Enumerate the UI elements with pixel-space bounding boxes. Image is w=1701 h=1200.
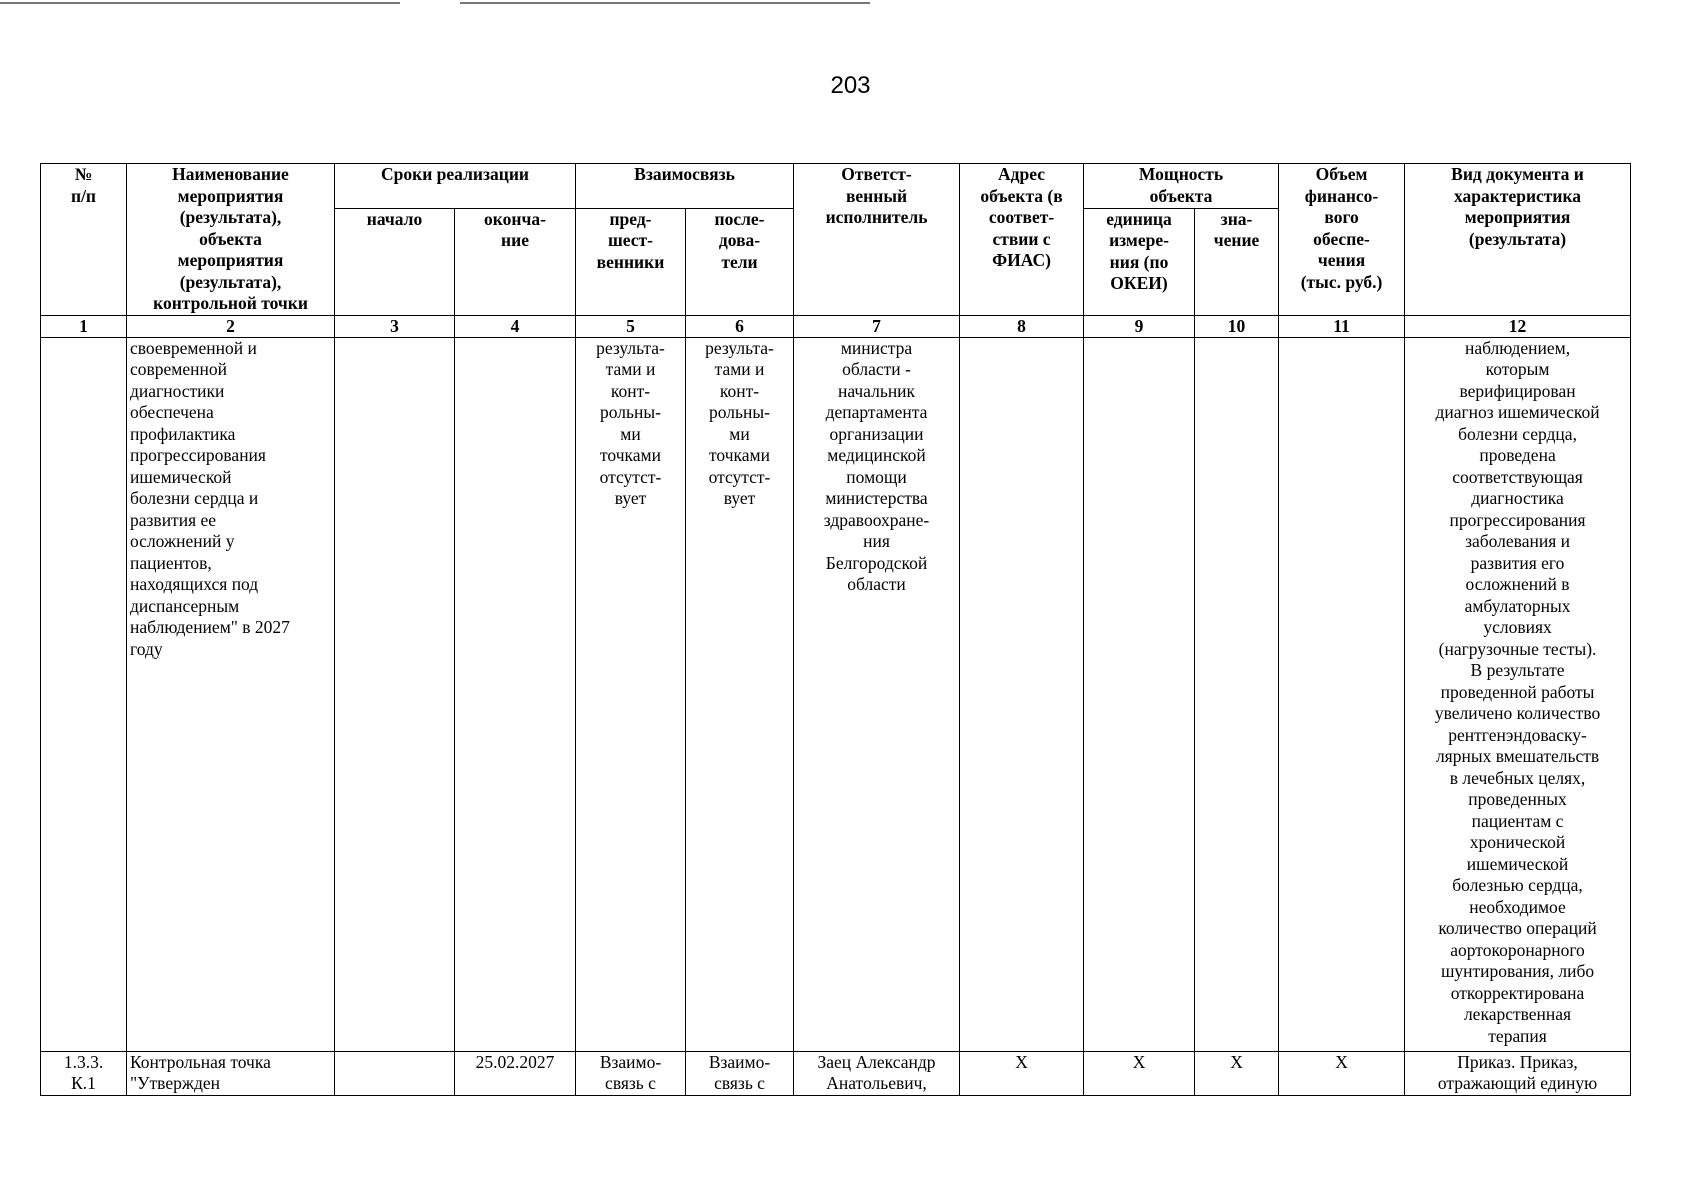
cell-name: Контрольная точка "Утвержден [127,1051,335,1095]
cell-funding [1279,337,1405,1051]
column-number: 8 [960,315,1084,337]
cell-document-type: Приказ. Приказ, отражающий единую [1405,1051,1631,1095]
cell-predecessors: результа- тами и конт- рольны- ми точками отсутст- вует [576,337,686,1051]
header-number: № п/п [41,164,127,316]
cell-unit [1084,337,1195,1051]
scan-edge-line-right [460,2,870,4]
cell-unit: X [1084,1051,1195,1095]
cell-value: X [1195,1051,1279,1095]
cell-funding: X [1279,1051,1405,1095]
cell-responsible: Заец Александр Анатольевич, [794,1051,960,1095]
cell-successors: результа- тами и конт- рольны- ми точками отсутст- вует [686,337,794,1051]
column-number: 5 [576,315,686,337]
cell-end: 25.02.2027 [455,1051,576,1095]
header-value: зна- чение [1195,208,1279,315]
page-number: 203 [830,72,871,99]
cell-address [960,337,1084,1051]
header-relations: Взаимосвязь [576,164,794,209]
cell-start [335,337,455,1051]
header-successors: после- дова- тели [686,208,794,315]
cell-address: X [960,1051,1084,1095]
cell-successors: Взаимо- связь с [686,1051,794,1095]
column-number: 11 [1279,315,1405,337]
header-row-top [41,164,1631,209]
column-number: 6 [686,315,794,337]
table-row [41,1051,1631,1095]
header-unit: единица измере- ния (по ОКЕИ) [1084,208,1195,315]
column-number: 9 [1084,315,1195,337]
header-funding: Объем финансо- вого обеспе- чения (тыс. руб.) [1279,164,1405,316]
cell-end [455,337,576,1051]
header-address: Адрес объекта (в соответ- ствии с ФИАС) [960,164,1084,316]
column-number: 1 [41,315,127,337]
column-number: 4 [455,315,576,337]
header-document-type: Вид документа и характеристика мероприятия (результата) [1405,164,1631,316]
column-number: 7 [794,315,960,337]
cell-responsible: министра области - начальник департамента организации медицинской помощи министерства здравоохране- ния Белгородской области [794,337,960,1051]
scan-edge-line-left [0,2,400,4]
header-name: Наименование мероприятия (результата), объекта мероприятия (результата), контрольной точки [127,164,335,316]
header-terms: Сроки реализации [335,164,576,209]
table-row [41,337,1631,1051]
header-capacity: Мощность объекта [1084,164,1279,209]
header-start: начало [335,208,455,315]
cell-name: своевременной и современной диагностики обеспечена профилактика прогрессирования ишемической болезни сердца и развития ее осложнений у пациентов, находящихся под диспансерным наблюдением" в 2027 году [127,337,335,1051]
cell-start [335,1051,455,1095]
cell-predecessors: Взаимо- связь с [576,1051,686,1095]
header-predecessors: пред- шест- венники [576,208,686,315]
column-number: 12 [1405,315,1631,337]
column-number: 2 [127,315,335,337]
header-end: оконча- ние [455,208,576,315]
cell-number [41,337,127,1051]
column-number-row [41,315,1631,337]
cell-value [1195,337,1279,1051]
cell-number: 1.3.3. К.1 [41,1051,127,1095]
column-number: 3 [335,315,455,337]
cell-document-type: наблюдением, которым верифицирован диагноз ишемической болезни сердца, проведена соответствующая диагностика прогрессирования заболевания и развития его осложнений в амбулаторных условиях (нагрузочные тесты). В результате проведенной работы увеличено количество рентгенэндоваску- лярных вмешательств в лечебных целях, проведенных пациентам с хронической ишемической болезнью сердца, необходимое количество операций аортокоронарного шунтирования, либо откорректирована лекарственная терапия [1405,337,1631,1051]
column-number: 10 [1195,315,1279,337]
activities-table [40,163,1631,1096]
header-responsible: Ответст- венный исполнитель [794,164,960,316]
